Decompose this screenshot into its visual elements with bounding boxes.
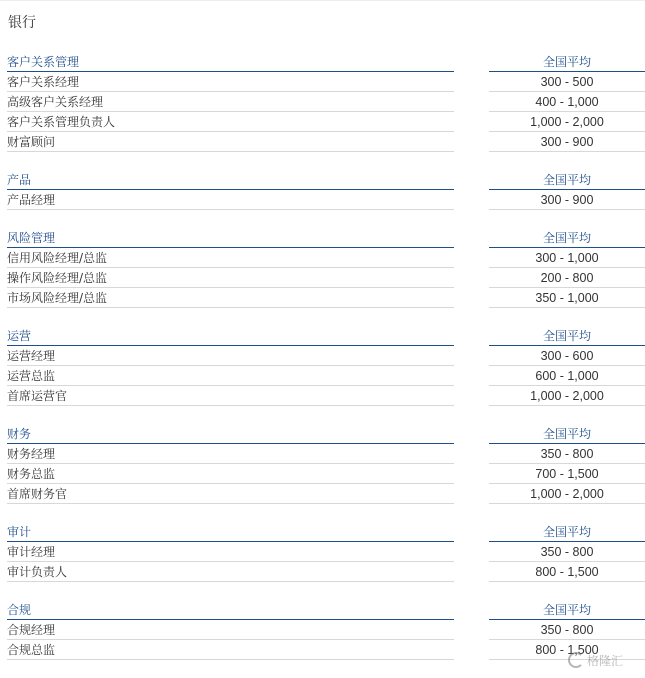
table-row [0, 444, 645, 464]
role-name: 信用风险经理/总监 [7, 248, 454, 268]
section-header-row [0, 170, 645, 190]
section-title: 财务 [7, 424, 454, 444]
section-header-row [0, 326, 645, 346]
salary-range: 800 - 1,500 [489, 562, 645, 582]
role-name: 客户关系经理 [7, 72, 454, 92]
table-row [0, 72, 645, 92]
top-divider [0, 0, 645, 1]
salary-range: 350 - 800 [489, 620, 645, 640]
salary-range: 600 - 1,000 [489, 366, 645, 386]
table-row [0, 620, 645, 640]
section-6 [0, 600, 645, 660]
salary-range: 300 - 900 [489, 190, 645, 210]
table-row [0, 268, 645, 288]
column-header-national-average: 全国平均 [489, 228, 645, 248]
role-name: 产品经理 [7, 190, 454, 210]
role-name: 审计负责人 [7, 562, 454, 582]
role-name: 运营经理 [7, 346, 454, 366]
salary-range: 1,000 - 2,000 [489, 112, 645, 132]
salary-range: 1,000 - 2,000 [489, 484, 645, 504]
column-header-national-average: 全国平均 [489, 600, 645, 620]
section-title: 运营 [7, 326, 454, 346]
section-2 [0, 228, 645, 308]
table-row [0, 562, 645, 582]
column-header-national-average: 全国平均 [489, 424, 645, 444]
table-row [0, 132, 645, 152]
role-name: 运营总监 [7, 366, 454, 386]
role-name: 财务经理 [7, 444, 454, 464]
salary-range: 300 - 1,000 [489, 248, 645, 268]
page-title: 银行 [8, 15, 36, 31]
table-row [0, 542, 645, 562]
table-row [0, 248, 645, 268]
table-row [0, 464, 645, 484]
table-row [0, 366, 645, 386]
role-name: 操作风险经理/总监 [7, 268, 454, 288]
salary-range: 350 - 800 [489, 444, 645, 464]
column-header-national-average: 全国平均 [489, 522, 645, 542]
table-row [0, 190, 645, 210]
role-name: 财务总监 [7, 464, 454, 484]
salary-range: 350 - 1,000 [489, 288, 645, 308]
column-header-national-average: 全国平均 [489, 52, 645, 72]
salary-range: 300 - 600 [489, 346, 645, 366]
section-0 [0, 52, 645, 152]
table-row [0, 346, 645, 366]
salary-range: 350 - 800 [489, 542, 645, 562]
role-name: 客户关系管理负责人 [7, 112, 454, 132]
section-header-row [0, 228, 645, 248]
salary-range: 800 - 1,500 [489, 640, 645, 660]
table-row [0, 640, 645, 660]
section-header-row [0, 600, 645, 620]
section-header-row [0, 522, 645, 542]
role-name: 高级客户关系经理 [7, 92, 454, 112]
section-4 [0, 424, 645, 504]
salary-range: 1,000 - 2,000 [489, 386, 645, 406]
section-title: 风险管理 [7, 228, 454, 248]
salary-range: 400 - 1,000 [489, 92, 645, 112]
role-name: 审计经理 [7, 542, 454, 562]
section-title: 审计 [7, 522, 454, 542]
column-header-national-average: 全国平均 [489, 326, 645, 346]
role-name: 财富顾问 [7, 132, 454, 152]
section-3 [0, 326, 645, 406]
watermark-text: 格隆汇 [587, 653, 624, 668]
table-row [0, 92, 645, 112]
salary-range: 300 - 500 [489, 72, 645, 92]
watermark-logo-icon [568, 652, 584, 668]
role-name: 市场风险经理/总监 [7, 288, 454, 308]
section-5 [0, 522, 645, 582]
table-row [0, 288, 645, 308]
column-header-national-average: 全国平均 [489, 170, 645, 190]
watermark [568, 649, 645, 671]
salary-range: 200 - 800 [489, 268, 645, 288]
table-row [0, 386, 645, 406]
salary-table [0, 52, 645, 678]
table-row [0, 112, 645, 132]
section-title: 合规 [7, 600, 454, 620]
section-title: 产品 [7, 170, 454, 190]
salary-range: 300 - 900 [489, 132, 645, 152]
table-row [0, 484, 645, 504]
section-title: 客户关系管理 [7, 52, 454, 72]
role-name: 首席财务官 [7, 484, 454, 504]
role-name: 合规经理 [7, 620, 454, 640]
section-header-row [0, 424, 645, 444]
role-name: 合规总监 [7, 640, 454, 660]
salary-range: 700 - 1,500 [489, 464, 645, 484]
section-header-row [0, 52, 645, 72]
role-name: 首席运营官 [7, 386, 454, 406]
section-1 [0, 170, 645, 210]
